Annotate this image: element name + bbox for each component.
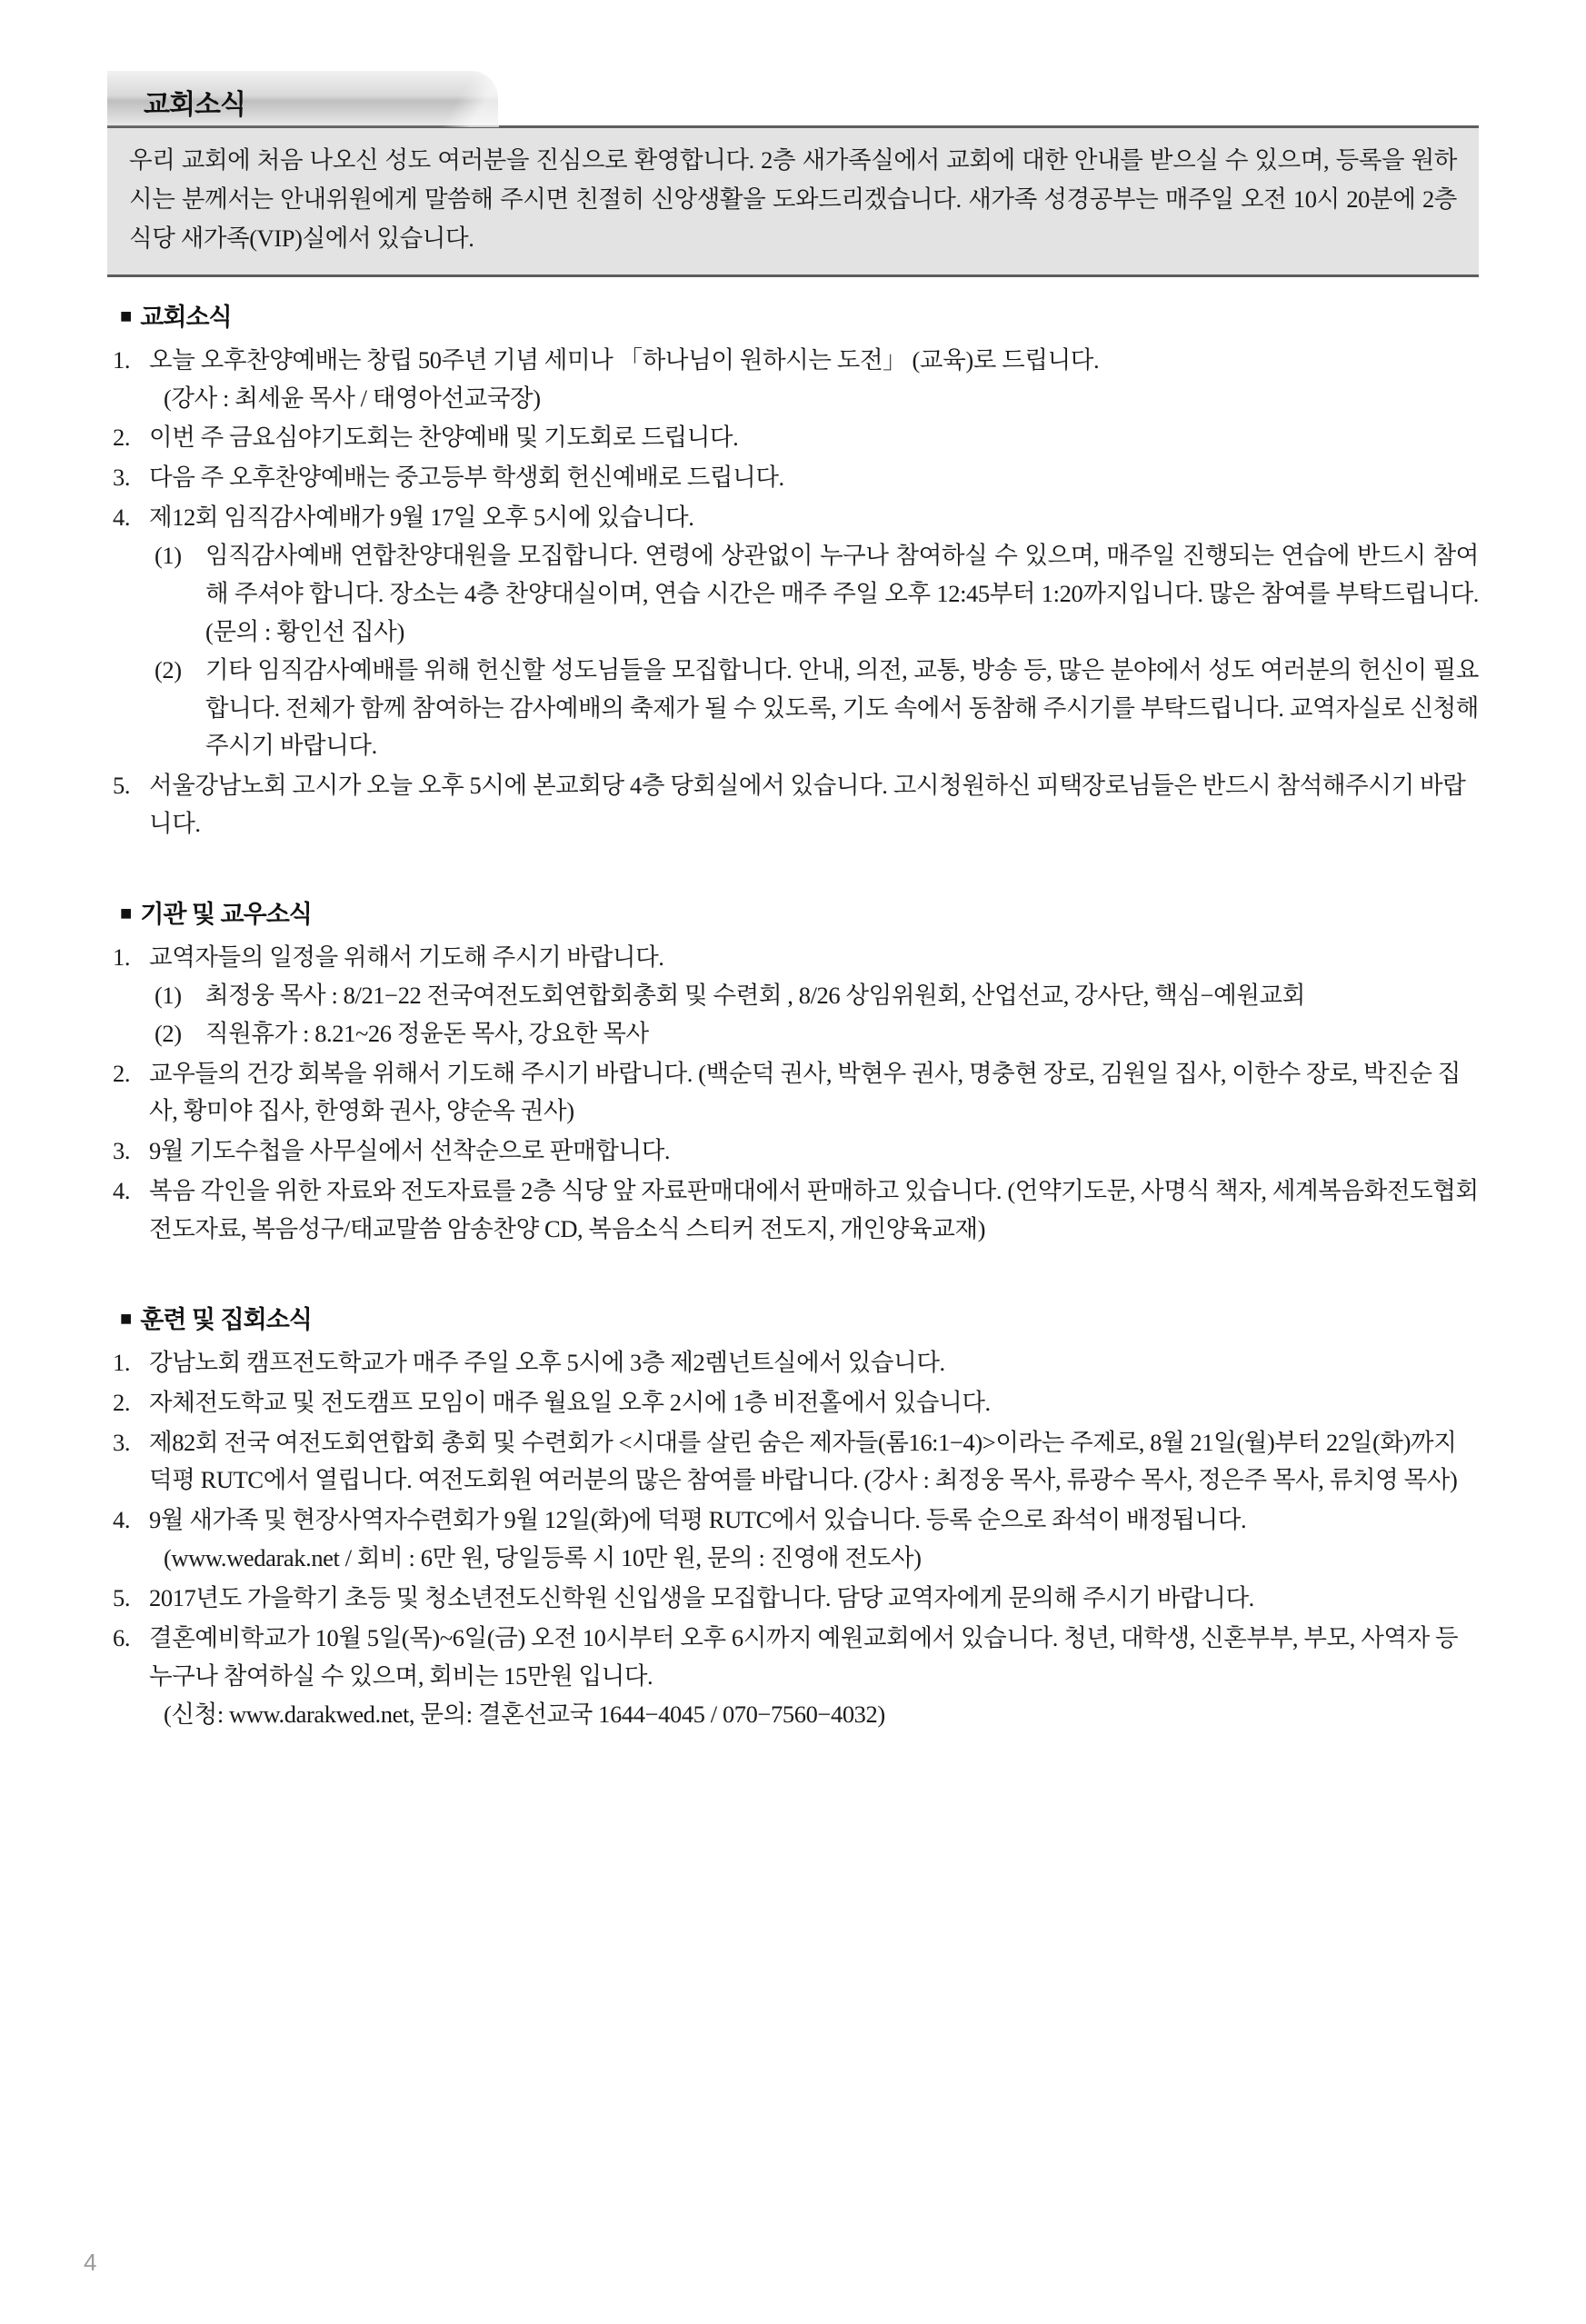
sub-list — [149, 977, 1479, 1053]
list-item-text: 자체전도학교 및 전도캠프 모임이 매주 월요일 오후 2시에 1층 비전홀에서 있습니다. — [149, 1388, 991, 1416]
sub-list-item-text: 기타 임직감사예배를 위해 헌신할 성도님들을 모집합니다. 안내, 의전, 교통, 방송 등, 많은 분야에서 성도 여러분의 헌신이 필요합니다. 전체가 함께 참여하는 감사예배의 축제가 될 수 있도록, 기도 속에서 동참해 주시기를 부탁드립니다. 교역자실로 신청해 주시기 바랍니다. — [205, 655, 1479, 760]
list-item-text: 2017년도 가을학기 초등 및 청소년전도신학원 신입생을 모집합니다. 담당 교역자에게 문의해 주시기 바랍니다. — [149, 1583, 1254, 1611]
list-item-text: 서울강남노회 고시가 오늘 오후 5시에 본교회당 4층 당회실에서 있습니다. 고시청원하신 피택장로님들은 반드시 참석해주시기 바랍니다. — [149, 772, 1466, 838]
list-item — [107, 1620, 1479, 1734]
list-item — [107, 342, 1479, 418]
list-item-number: 2. — [113, 1059, 131, 1087]
list-item — [107, 1055, 1479, 1132]
section-heading-label: 훈련 및 집회소식 — [140, 1305, 312, 1333]
sub-list-item-number: (1) — [155, 542, 182, 570]
list-item-number: 4. — [113, 1506, 131, 1534]
sub-list-item-text: 직원휴가 : 8.21~26 정윤돈 목사, 강요한 목사 — [205, 1019, 649, 1047]
section-tab — [107, 71, 498, 127]
list-item-note: (www.wedarak.net / 회비 : 6만 원, 당일등록 시 10만 원, 문의 : 진영애 전도사) — [164, 1544, 922, 1572]
list-item-number: 1. — [113, 1348, 131, 1376]
list-item-number: 6. — [113, 1623, 131, 1651]
list-item-text: 다음 주 오후찬양예배는 중고등부 학생회 헌신예배로 드립니다. — [149, 464, 784, 492]
section-heading — [120, 297, 1479, 333]
list-item — [107, 767, 1479, 843]
sub-list — [149, 537, 1479, 765]
sub-list-item-number: (2) — [155, 655, 182, 683]
page-title: 교회소식 — [144, 90, 245, 120]
news-section — [107, 894, 1479, 1249]
list-item-number: 5. — [113, 772, 131, 800]
section-heading — [120, 1300, 1479, 1335]
list-item-text: 9월 새가족 및 현장사역자수련회가 9월 12일(화)에 덕평 RUTC에서 있습니다. 등록 순으로 좌석이 배정됩니다. — [149, 1506, 1247, 1534]
list-item — [107, 1344, 1479, 1382]
square-bullet-icon: ■ — [120, 304, 132, 327]
sub-list-item-text: 최정웅 목사 : 8/21−22 전국여전도회연합회총회 및 수련회 , 8/26 상임위원회, 산업선교, 강사단, 핵심−예원교회 — [205, 981, 1305, 1009]
list-item — [107, 499, 1479, 765]
section-heading-label: 기관 및 교우소식 — [140, 900, 312, 928]
list-item — [107, 1501, 1479, 1578]
list-item-number: 2. — [113, 424, 131, 452]
list-item-text: 오늘 오후찬양예배는 창립 50주년 기념 세미나 「하나님이 원하시는 도전」 (교육)로 드립니다. — [149, 345, 1100, 374]
intro-divider — [107, 274, 1479, 277]
list-item-text: 결혼예비학교가 10월 5일(목)~6일(금) 오전 10시부터 오후 6시까지 예원교회에서 있습니다. 청년, 대학생, 신혼부부, 부모, 사역자 등 누구나 참여하실 수 있으며, 회비는 15만원 입니다. — [149, 1623, 1459, 1690]
news-section — [107, 1300, 1479, 1734]
sub-list-item — [149, 1015, 1479, 1053]
page-number: 4 — [84, 2249, 97, 2276]
list-item-number: 4. — [113, 1177, 131, 1205]
list-item-text: 강남노회 캠프전도학교가 매주 주일 오후 5시에 3층 제2렘넌트실에서 있습니다. — [149, 1348, 945, 1376]
list-item-number: 2. — [113, 1388, 131, 1416]
list-item — [107, 419, 1479, 457]
list-item-number: 3. — [113, 1428, 131, 1456]
list-item-text: 교우들의 건강 회복을 위해서 기도해 주시기 바랍니다. (백순덕 권사, 박현우 권사, 명충현 장로, 김원일 집사, 이한수 장로, 박진순 집사, 황미야 집사, 한영화 권사, 양순옥 권사) — [149, 1059, 1461, 1125]
list-item — [107, 939, 1479, 1053]
square-bullet-icon: ■ — [120, 901, 132, 924]
sub-list-item — [149, 537, 1479, 652]
sub-list-item-number: (2) — [155, 1019, 182, 1047]
list-item-text: 제82회 전국 여전도회연합회 총회 및 수련회가 <시대를 살린 숨은 제자들(롬16:1−4)>이라는 주제로, 8월 21일(월)부터 22일(화)까지 덕평 RUTC에서 열립니다. 여전도회원 여러분의 많은 참여를 바랍니다. (강사 : 최정웅 목사, 류광수 목사, 정은주 목사, 류치영 목사) — [149, 1428, 1458, 1494]
list-item-number: 3. — [113, 1137, 131, 1165]
news-list — [107, 342, 1479, 843]
news-section — [107, 297, 1479, 843]
list-item — [107, 1580, 1479, 1618]
list-item-number: 5. — [113, 1583, 131, 1611]
list-item-number: 3. — [113, 464, 131, 492]
header-band — [107, 71, 1479, 127]
sub-list-item — [149, 652, 1479, 766]
welcome-text: 우리 교회에 처음 나오신 성도 여러분을 진심으로 환영합니다. 2층 새가족실에서 교회에 대한 안내를 받으실 수 있으며, 등록을 원하시는 분께서는 안내위원에게 말씀해 주시면 친절히 신앙생활을 도와드리겠습니다. 새가족 성경공부는 매주일 오전 10시 20분에 2층 식당 새가족(VIP)실에서 있습니다. — [129, 146, 1457, 252]
list-item-number: 4. — [113, 504, 131, 532]
list-item-note: (강사 : 최세윤 목사 / 태영아선교국장) — [164, 384, 541, 412]
list-item — [107, 1384, 1479, 1422]
list-item-number: 1. — [113, 943, 131, 971]
sections-container — [107, 297, 1479, 1734]
list-item-number: 1. — [113, 345, 131, 374]
section-heading-label: 교회소식 — [140, 303, 232, 331]
section-heading — [120, 894, 1479, 930]
list-item-text: 복음 각인을 위한 자료와 전도자료를 2층 식당 앞 자료판매대에서 판매하고 있습니다. (언약기도문, 사명식 책자, 세계복음화전도협회 전도자료, 복음성구/태교말씀 암송찬양 CD, 복음소식 스티커 전도지, 개인양육교재) — [149, 1177, 1479, 1242]
list-item — [107, 1172, 1479, 1249]
list-item-text: 9월 기도수첩을 사무실에서 선착순으로 판매합니다. — [149, 1137, 671, 1165]
welcome-box — [107, 128, 1479, 274]
list-item-text: 이번 주 금요심야기도회는 찬양예배 및 기도회로 드립니다. — [149, 424, 739, 452]
list-item — [107, 1424, 1479, 1501]
news-list — [107, 1344, 1479, 1734]
sub-list-item-text: 임직감사예배 연합찬양대원을 모집합니다. 연령에 상관없이 누구나 참여하실 수 있으며, 매주일 진행되는 연습에 반드시 참여해 주셔야 합니다. 장소는 4층 찬양대실이며, 연습 시간은 매주 주일 오후 12:45부터 1:20까지입니다. 많은 참여를 부탁드립니다. (문의 : 황인선 집사) — [205, 542, 1479, 645]
list-item-text: 교역자들의 일정을 위해서 기도해 주시기 바랍니다. — [149, 943, 664, 971]
list-item-note: (신청: www.darakwed.net, 문의: 결혼선교국 1644−4045 / 070−7560−4032) — [164, 1700, 885, 1728]
page — [0, 71, 1586, 2324]
list-item — [107, 1132, 1479, 1171]
news-list — [107, 939, 1479, 1249]
square-bullet-icon: ■ — [120, 1306, 132, 1330]
list-item-text: 제12회 임직감사예배가 9월 17일 오후 5시에 있습니다. — [149, 504, 694, 532]
list-item — [107, 459, 1479, 497]
sub-list-item — [149, 977, 1479, 1015]
sub-list-item-number: (1) — [155, 981, 182, 1009]
